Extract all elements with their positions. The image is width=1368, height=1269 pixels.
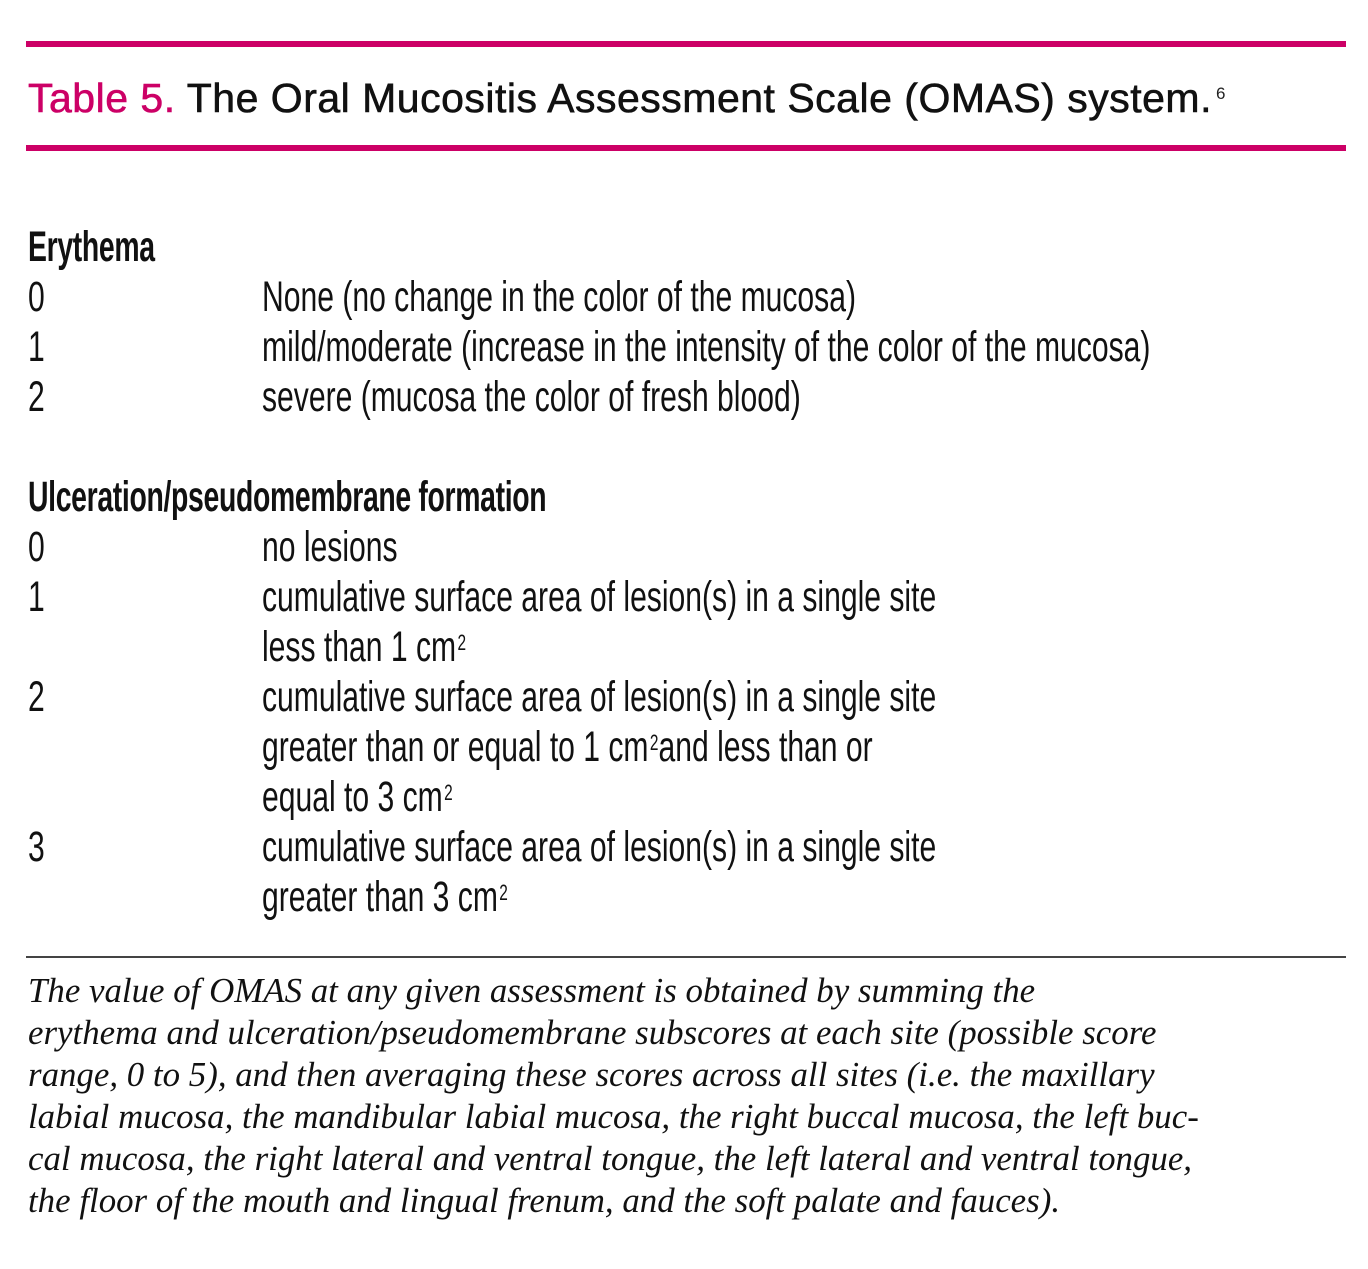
reference-superscript: 6 (1215, 84, 1226, 103)
score-value: 0 (28, 273, 45, 321)
description-text: less than 1 cm (262, 623, 457, 671)
score-description (262, 272, 856, 322)
table-footnote (28, 970, 1348, 1222)
footnote-line: The value of OMAS at any given assessment is obtained by summing the (28, 971, 1036, 1010)
table-label: Table 5. (28, 75, 176, 121)
description-line (262, 872, 936, 922)
score-description (262, 822, 936, 922)
description-text: greater than or equal to 1 cm (262, 723, 649, 771)
score-value: 3 (28, 823, 45, 871)
footnote-line: erythema and ulceration/pseudomembrane subscores at each site (possible score (28, 1013, 1157, 1052)
table-title: The Oral Mucositis Assessment Scale (OMAS) system. (186, 75, 1212, 121)
table-caption (28, 70, 1226, 126)
score-value: 2 (28, 373, 45, 421)
score-description (262, 372, 801, 422)
description-line: mild/moderate (increase in the intensity of the color of the mucosa) (262, 323, 1151, 371)
squared-superscript: 2 (649, 730, 659, 755)
description-line: None (no change in the color of the mucosa) (262, 273, 856, 321)
footnote-line: range, 0 to 5), and then averaging these scores across all sites (i.e. the maxillary (28, 1055, 1155, 1094)
section-heading-ulceration (28, 472, 813, 522)
description-line: cumulative surface area of lesion(s) in a single site (262, 823, 937, 871)
squared-superscript: 2 (499, 880, 508, 905)
score-value: 1 (28, 323, 45, 371)
score-value: 1 (28, 573, 45, 621)
score-value: 0 (28, 523, 45, 571)
description-text: and less than or (658, 723, 873, 771)
description-line (262, 772, 936, 822)
title-bottom-rule (26, 145, 1346, 151)
score-description (262, 322, 1150, 372)
description-line (262, 722, 936, 772)
score-description (262, 572, 936, 672)
title-top-rule (26, 41, 1346, 47)
description-text: equal to 3 cm (262, 773, 443, 821)
section-heading-text: Ulceration/pseudomembrane formation (28, 473, 547, 521)
squared-superscript: 2 (444, 780, 453, 805)
description-text: greater than 3 cm (262, 873, 498, 921)
squared-superscript: 2 (457, 630, 467, 655)
description-line: no lesions (262, 523, 398, 571)
description-line (262, 622, 936, 672)
score-description (262, 522, 398, 572)
description-line: severe (mucosa the color of fresh blood) (262, 373, 801, 421)
section-heading-erythema (28, 222, 220, 272)
footnote-line: cal mucosa, the right lateral and ventral tongue, the left lateral and ventral tongue, (28, 1139, 1193, 1178)
footnote-divider (26, 956, 1346, 958)
score-description (262, 672, 936, 822)
footnote-line: the floor of the mouth and lingual frenum, and the soft palate and fauces). (28, 1181, 1061, 1220)
description-line: cumulative surface area of lesion(s) in a single site (262, 673, 937, 721)
score-value: 2 (28, 673, 45, 721)
description-line: cumulative surface area of lesion(s) in a single site (262, 573, 937, 621)
footnote-line: labial mucosa, the mandibular labial mucosa, the right buccal mucosa, the left buc- (28, 1097, 1199, 1136)
section-heading-text: Erythema (28, 223, 155, 271)
